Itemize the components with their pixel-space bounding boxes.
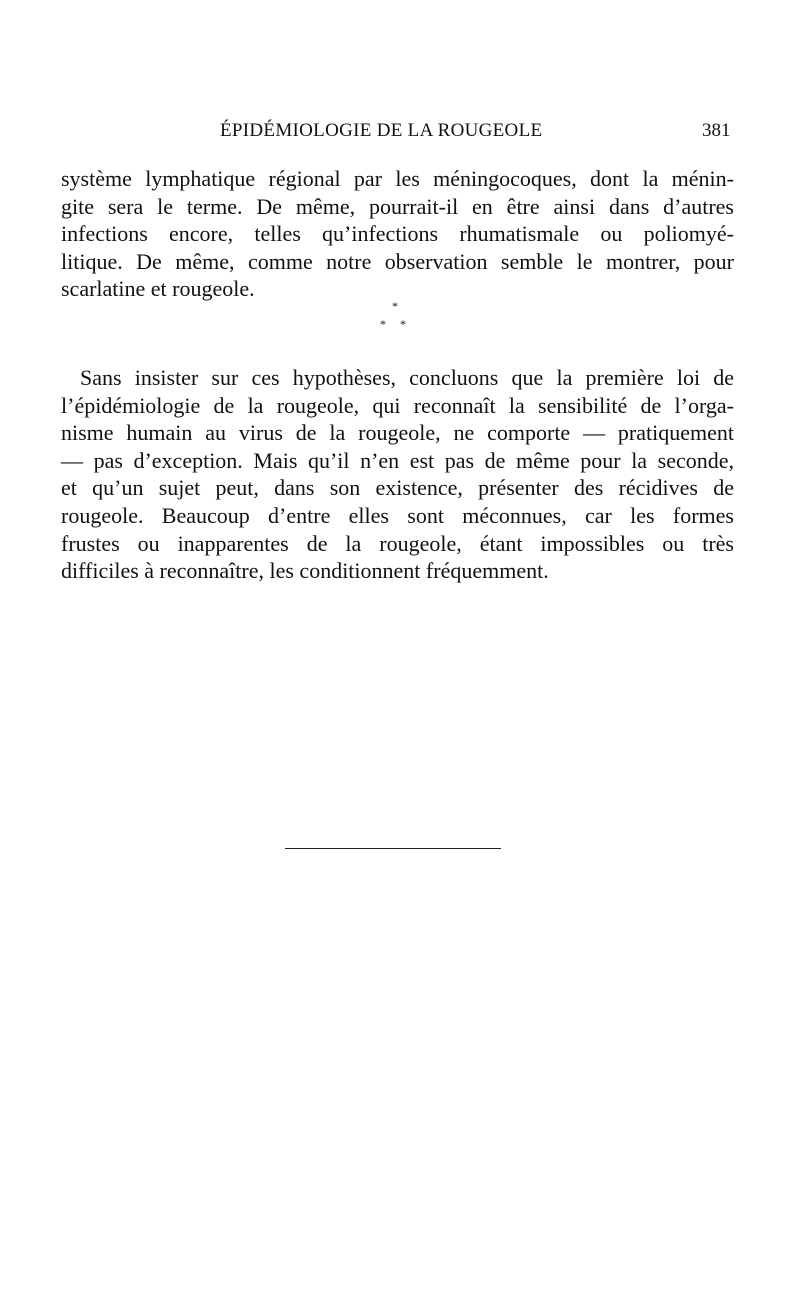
text-line: gite sera le terme. De même, pourrait-il en être ainsi dans d’autres bbox=[61, 193, 734, 219]
asterism-separator bbox=[372, 300, 422, 334]
chapter-end-rule bbox=[285, 848, 501, 849]
paragraph-continuation bbox=[61, 165, 734, 303]
text-line: litique. De même, comme notre observation semble le montrer, pour bbox=[61, 248, 734, 274]
text-line: — pas d’exception. Mais qu’il n’en est pas de même pour la seconde, bbox=[61, 447, 734, 473]
text-line: l’épidémiologie de la rougeole, qui reconnaît la sensibilité de l’orga- bbox=[61, 392, 734, 418]
text-line: Sans insister sur ces hypothèses, concluons que la première loi de bbox=[80, 365, 734, 390]
asterism-star: * bbox=[380, 317, 386, 331]
text-line: système lymphatique régional par les méningocoques, dont la ménin- bbox=[61, 166, 734, 191]
running-title: ÉPIDÉMIOLOGIE DE LA ROUGEOLE bbox=[220, 120, 543, 141]
running-head bbox=[0, 118, 800, 146]
text-line: infections encore, telles qu’infections rhumatismale ou poliomyé- bbox=[61, 221, 734, 247]
text-line: et qu’un sujet peut, dans son existence, présenter des récidives de bbox=[61, 475, 734, 501]
text-line: difficiles à reconnaître, les conditionnent fréquemment. bbox=[61, 558, 549, 584]
text-line: nisme humain au virus de la rougeole, ne comporte — pratiquement bbox=[61, 420, 734, 446]
asterism-star: * bbox=[392, 299, 398, 313]
asterism-star: * bbox=[400, 317, 406, 331]
text-line: frustes ou inapparentes de la rougeole, étant impossibles ou très bbox=[61, 530, 734, 556]
text-line: rougeole. Beaucoup d’entre elles sont méconnues, car les formes bbox=[61, 502, 734, 528]
text-line: scarlatine et rougeole. bbox=[61, 276, 255, 302]
paragraph-conclusion bbox=[61, 364, 734, 585]
page-number: 381 bbox=[702, 120, 731, 141]
